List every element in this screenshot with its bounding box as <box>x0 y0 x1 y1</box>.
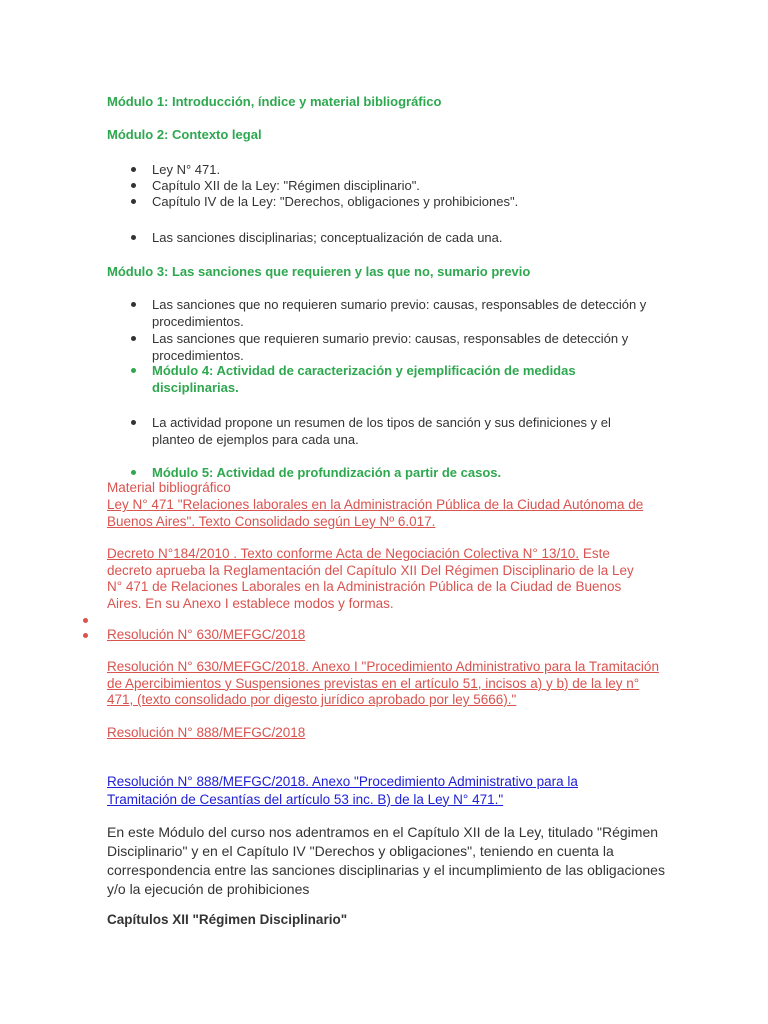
bullet-icon <box>131 470 136 475</box>
modulo3-heading: Módulo 3: Las sanciones que requieren y las que no, sumario previo <box>107 264 531 279</box>
modulo4-heading: Módulo 4: Actividad de caracterización y ejemplificación de medidas disciplinarias. <box>152 363 576 395</box>
modulo2-item-ley: Ley N° 471. <box>152 162 221 177</box>
modulo2-item-sanciones: Las sanciones disciplinarias; conceptualización de cada una. <box>152 230 503 245</box>
res630-link[interactable]: Resolución N° 630/MEFGC/2018 <box>107 627 306 642</box>
bullet-icon <box>131 167 136 172</box>
decreto-paragraph <box>107 546 652 612</box>
modulo2-item-capitulo-xii: Capítulo XII de la Ley: "Régimen disciplinario". <box>152 178 420 193</box>
bullet-icon <box>131 336 136 341</box>
res630-anexo-link[interactable]: Resolución N° 630/MEFGC/2018. Anexo I "Procedimiento Administrativo para la Tramitación de Apercibimientos y Suspensiones previstas en el artículo 51, incisos a) y b) de la ley n° 471, (texto consolidado por digesto jurídico aprobado por ley 5666)." <box>107 659 659 707</box>
modulo3-item-requieren: Las sanciones que requieren sumario previo: causas, responsables de detección y procedimientos. <box>152 331 629 363</box>
bullet-icon <box>131 199 136 204</box>
modulo1-heading: Módulo 1: Introducción, índice y material bibliográfico <box>107 94 442 109</box>
bullet-icon <box>131 368 136 373</box>
intro-paragraph: En este Módulo del curso nos adentramos en el Capítulo XII de la Ley, titulado "Régimen Disciplinario" y en el Capítulo IV "Derechos y obligaciones", teniendo en cuenta la correspondencia entre las sanciones disciplinarias y el incumplimiento de las obligaciones y/o la ejecución de prohibiciones <box>107 824 665 897</box>
modulo5-heading: Módulo 5: Actividad de profundización a partir de casos. <box>152 465 502 480</box>
bullet-icon <box>83 633 88 638</box>
res888-link[interactable]: Resolución N° 888/MEFGC/2018 <box>107 725 306 740</box>
modulo3-item-no-requieren: Las sanciones que no requieren sumario previo: causas, responsables de detección y procedimientos. <box>152 297 647 329</box>
decreto-link[interactable]: Decreto N°184/2010 . Texto conforme Acta de Negociación Colectiva N° 13/10. <box>107 546 580 561</box>
capitulos-heading: Capítulos XII "Régimen Disciplinario" <box>107 912 348 927</box>
bibliografia-label: Material bibliográfico <box>107 480 231 495</box>
decreto-description: Este decreto aprueba la Reglamentación del Capítulo XII Del Régimen Disciplinario de la Ley N° 471 de Relaciones Laborales en la Administración Pública de la Ciudad de Buenos Aires. En su Anexo I establece modos y formas. <box>107 546 634 611</box>
ley471-link[interactable]: Ley N° 471 "Relaciones laborales en la Administración Pública de la Ciudad Autónoma de Buenos Aires". Texto Consolidado según Ley Nº 6.017. <box>107 497 644 529</box>
bullet-icon <box>131 183 136 188</box>
res888-anexo-link[interactable]: Resolución N° 888/MEFGC/2018. Anexo "Procedimiento Administrativo para la Tramitación de Cesantías del artículo 53 inc. B) de la Ley N° 471." <box>107 774 578 807</box>
bullet-icon <box>83 618 88 623</box>
modulo2-heading: Módulo 2: Contexto legal <box>107 127 262 142</box>
modulo2-item-capitulo-iv: Capítulo IV de la Ley: "Derechos, obligaciones y prohibiciones". <box>152 194 519 209</box>
bullet-icon <box>131 235 136 240</box>
bullet-icon <box>131 302 136 307</box>
bullet-icon <box>131 420 136 425</box>
modulo4-description: La actividad propone un resumen de los tipos de sanción y sus definiciones y el planteo de ejemplos para cada una. <box>152 415 611 447</box>
